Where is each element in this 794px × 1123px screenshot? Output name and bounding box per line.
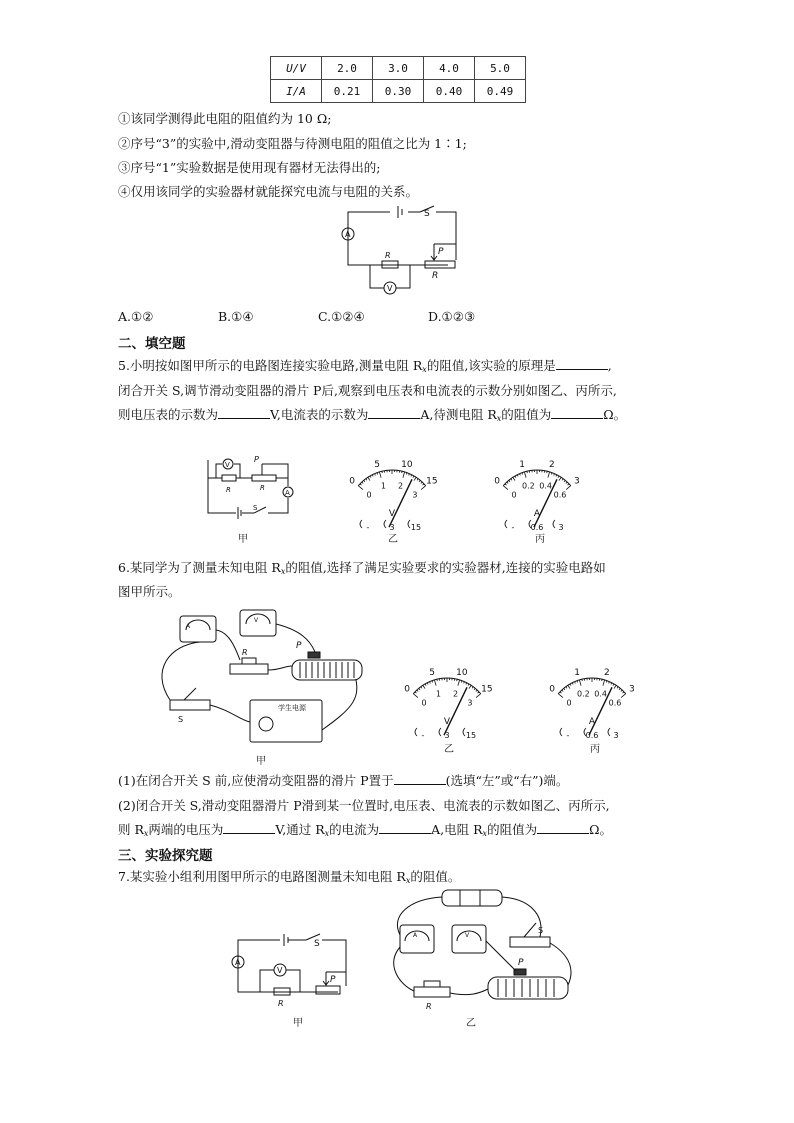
dial-tick	[566, 687, 567, 689]
dial-outer-label: 5	[429, 668, 435, 679]
option-d: D.①②③	[428, 309, 476, 324]
terminal-label: 0.6	[530, 523, 544, 532]
option-b: B.①④	[218, 309, 254, 324]
dial-tick	[511, 479, 512, 481]
terminal-wire	[439, 728, 441, 736]
svg-text:A: A	[186, 623, 191, 630]
dial-tick	[375, 474, 376, 476]
dial-tick	[368, 477, 370, 480]
answer-blank[interactable]	[379, 821, 431, 834]
dial-tick	[554, 474, 555, 476]
terminal-wire	[415, 728, 417, 736]
dial-tick	[468, 684, 469, 686]
dial-tick	[413, 694, 418, 698]
table-cell: 0.21	[322, 80, 373, 103]
svg-text:S: S	[253, 504, 258, 512]
svg-text:A: A	[235, 958, 241, 967]
table-cell: U/V	[271, 57, 322, 80]
ammeter-dial	[475, 452, 600, 532]
dial-inner-label: 0	[511, 490, 517, 500]
dial-tick	[564, 480, 565, 482]
option-a: A.①②	[118, 309, 154, 324]
terminal-wire	[384, 520, 386, 528]
rx-label: R	[385, 251, 391, 260]
terminal-label: -	[366, 523, 370, 532]
table-cell: 5.0	[475, 57, 526, 80]
svg-text:V: V	[254, 617, 259, 624]
dial-inner-label: 0	[566, 698, 572, 708]
svg-text:R: R	[260, 484, 265, 492]
dial-tick	[606, 681, 607, 683]
dial-inner-label: 0.2	[522, 481, 535, 491]
dial-outer-label: 2	[604, 668, 610, 679]
svg-text:R: R	[278, 999, 284, 1008]
svg-text:P: P	[296, 641, 302, 651]
dial-tick	[603, 680, 605, 686]
statement-3: ③序号“1”实验数据是使用现有器材无法得出的;	[118, 160, 381, 175]
terminal-label: 15	[410, 523, 422, 532]
svg-text:V: V	[465, 932, 470, 939]
terminal-wire	[505, 520, 507, 528]
dial-tick	[476, 690, 477, 691]
dial-tick	[520, 474, 521, 476]
caption-jia-q7: 甲	[293, 1018, 303, 1029]
dial-inner-label: 2	[398, 481, 404, 491]
svg-text:A: A	[413, 932, 418, 939]
dial-outer-label: 2	[549, 460, 555, 471]
dial-tick	[560, 692, 561, 693]
dial-tick	[617, 687, 618, 689]
dial-tick	[570, 684, 571, 686]
answer-blank[interactable]	[394, 772, 446, 785]
dial-tick	[413, 476, 414, 478]
terminal-label: 0.6	[585, 731, 599, 740]
svg-text:P: P	[254, 455, 259, 464]
dial-tick	[623, 692, 624, 693]
dial-tick	[458, 680, 460, 686]
answer-blank[interactable]	[218, 406, 270, 419]
dial-tick	[372, 475, 373, 477]
dial-tick	[419, 480, 420, 482]
dial-tick	[575, 682, 576, 684]
physical-circuit-q6	[150, 600, 370, 765]
answer-blank[interactable]	[556, 357, 608, 370]
dial-tick	[614, 685, 616, 688]
dial-tick	[558, 476, 559, 478]
dial-tick	[358, 486, 363, 490]
svg-text:S: S	[178, 715, 184, 724]
q6-line-2: 图甲所示。	[118, 584, 181, 599]
svg-text:V: V	[225, 461, 230, 469]
dial-tick	[411, 475, 412, 477]
dial-tick	[478, 692, 479, 693]
q6-line-1: 6.某同学为了测量未知电阻 $R_x$的阻值,选择了满足实验要求的实验器材,连接的实验电路如	[118, 560, 606, 576]
dial-tick	[517, 475, 518, 477]
dial-outer-label: 10	[401, 460, 413, 471]
caption-jia-q6: 甲	[256, 756, 266, 767]
dial-tick	[579, 680, 581, 686]
dial-outer-label: 0	[549, 684, 556, 695]
dial-tick	[469, 685, 471, 688]
dial-outer-label: 1	[574, 668, 580, 679]
svg-text:R: R	[426, 1002, 432, 1011]
dial-tick	[403, 472, 405, 478]
table-cell: 0.30	[373, 80, 424, 103]
option-c: C.①②④	[318, 309, 365, 324]
svg-text:P: P	[518, 958, 524, 968]
voltmeter-dial-q6	[385, 660, 510, 740]
dial-inner-label: 3	[467, 698, 473, 708]
dial-tick	[619, 688, 620, 690]
terminal-label: 3	[558, 523, 564, 532]
dial-tick	[568, 685, 570, 688]
terminal-label: 15	[465, 731, 477, 740]
dial-tick	[466, 683, 467, 685]
rheostat-label: R	[432, 271, 439, 281]
dial-inner-label: 1	[435, 689, 441, 699]
dial-tick	[421, 687, 422, 689]
dial-tick	[379, 472, 381, 478]
caption-bing-q6: 丙	[590, 744, 600, 755]
power-supply-label: 学生电源	[278, 704, 306, 712]
dial-tick	[611, 683, 612, 685]
table-cell: 0.40	[424, 80, 475, 103]
terminal-wire	[608, 728, 610, 736]
caption-jia: 甲	[238, 534, 248, 545]
statement-4: ④仅用该同学的实验器材就能探究电流与电阻的关系。	[118, 184, 419, 199]
dial-inner-label: 0.4	[539, 481, 552, 491]
svg-text:P: P	[330, 975, 336, 985]
svg-text:S: S	[538, 926, 544, 935]
dial-tick	[423, 484, 424, 485]
q6-part-2: (2)闭合开关 S,滑动变阻器滑片 P滑到某一位置时,电压表、电流表的示数如图乙、丙所示,	[118, 798, 610, 813]
svg-text:V: V	[277, 966, 283, 975]
svg-text:R: R	[242, 648, 248, 657]
caption-yi: 乙	[388, 534, 398, 545]
dial-tick	[476, 694, 481, 698]
dial-tick	[377, 473, 378, 475]
terminal-label: 3	[613, 731, 619, 740]
terminal-label: -	[421, 731, 425, 740]
dial-tick	[513, 477, 515, 480]
dial-inner-label: 0.2	[577, 689, 590, 699]
dial-tick	[568, 484, 569, 485]
dial-tick	[564, 688, 565, 690]
dial-tick	[419, 688, 420, 690]
dial-outer-label: 10	[456, 668, 468, 679]
dial-tick	[366, 479, 367, 481]
dial-tick	[415, 692, 416, 693]
dial-outer-label: 15	[426, 476, 438, 487]
terminal-label: 3	[389, 523, 395, 532]
q5-line-2: 闭合开关 S,调节滑动变阻器的滑片 P后,观察到电压表和电流表的示数分别如图乙、丙所示,	[118, 383, 617, 398]
terminal-wire	[360, 520, 362, 528]
q5-line-1: 5.小明按如图甲所示的电路图连接实验电路,测量电阻 $R_x$的阻值,该实验的原理是 ,	[118, 358, 612, 374]
statement-2: ②序号“3”的实验中,滑动变阻器与待测电阻的阻值之比为 1∶1;	[118, 136, 467, 151]
dial-tick	[461, 681, 462, 683]
dial-tick	[434, 680, 436, 686]
dial-tick	[562, 690, 563, 691]
caption-yi-q7: 乙	[466, 1018, 476, 1029]
dial-unit: V	[388, 509, 396, 519]
q7-line-1: 7.某实验小组利用图甲所示的电路图测量未知电阻 $R_x$的阻值。	[118, 869, 461, 885]
dial-tick	[421, 482, 422, 483]
q6-part-1: (1)在闭合开关 S 前,应使滑动变阻器的滑片 P置于 (选填“左”或“右”)端。	[118, 773, 569, 788]
dial-tick	[417, 479, 418, 481]
dial-unit: A	[533, 509, 541, 519]
dial-tick	[548, 472, 550, 478]
caption-yi-q6: 乙	[444, 744, 454, 755]
switch-label: S	[424, 209, 430, 219]
statement-1: ①该同学测得此电阻的阻值约为 10 Ω;	[118, 111, 332, 126]
terminal-wire	[408, 520, 410, 528]
section-heading-fill: 二、填空题	[118, 336, 186, 352]
terminal-wire	[553, 520, 555, 528]
dial-tick	[566, 482, 567, 483]
terminal-label: -	[566, 731, 570, 740]
dial-tick	[509, 480, 510, 482]
dial-tick	[370, 476, 371, 478]
dial-inner-label: 0	[421, 698, 427, 708]
circuit-diagram-q7	[220, 930, 360, 1015]
data-table	[270, 56, 526, 103]
dial-outer-label: 0	[494, 476, 501, 487]
dial-tick	[522, 473, 523, 475]
table-row	[271, 57, 526, 80]
dial-inner-label: 0.6	[553, 490, 567, 500]
voltmeter-dial	[330, 452, 455, 532]
table-cell: 0.49	[475, 80, 526, 103]
dial-tick	[556, 475, 557, 477]
dial-tick	[524, 472, 526, 478]
dial-tick	[559, 477, 561, 480]
dial-tick	[464, 682, 465, 684]
dial-unit: A	[588, 717, 596, 727]
terminal-label: 3	[444, 731, 450, 740]
dial-inner-label: 1	[380, 481, 386, 491]
section-heading-experiment: 三、实验探究题	[118, 848, 213, 864]
table-row	[271, 80, 526, 103]
table-cell: 3.0	[373, 57, 424, 80]
dial-inner-label: 3	[412, 490, 418, 500]
dial-inner-label: 0.6	[608, 698, 622, 708]
dial-outer-label: 3	[628, 684, 635, 695]
dial-tick	[621, 690, 622, 691]
dial-tick	[503, 486, 508, 490]
dial-tick	[417, 690, 418, 691]
table-cell: 4.0	[424, 57, 475, 80]
dial-unit: V	[443, 717, 451, 727]
dial-tick	[423, 685, 425, 688]
dial-tick	[577, 681, 578, 683]
terminal-wire	[560, 728, 562, 736]
dial-tick	[474, 688, 475, 690]
dial-tick	[427, 683, 428, 685]
table-cell: 2.0	[322, 57, 373, 80]
caption-bing: 丙	[535, 534, 545, 545]
voltmeter-label: V	[387, 284, 393, 293]
terminal-wire	[463, 728, 465, 736]
dial-tick	[621, 694, 626, 698]
dial-outer-label: 15	[481, 684, 493, 695]
dial-outer-label: 0	[404, 684, 411, 695]
dial-tick	[505, 484, 506, 485]
dial-inner-label: 0	[366, 490, 372, 500]
table-cell: I/A	[271, 80, 322, 103]
svg-text:S: S	[314, 939, 320, 949]
dial-tick	[472, 687, 473, 689]
svg-text:A: A	[285, 489, 290, 497]
dial-tick	[572, 683, 573, 685]
answer-blank[interactable]	[551, 406, 603, 419]
answer-blank[interactable]	[537, 821, 589, 834]
dial-tick	[432, 681, 433, 683]
ammeter-label: A	[345, 230, 351, 239]
svg-text:R: R	[226, 486, 231, 494]
dial-tick	[515, 476, 516, 478]
dial-tick	[562, 479, 563, 481]
dial-tick	[406, 473, 407, 475]
dial-outer-label: 3	[573, 476, 580, 487]
dial-tick	[425, 684, 426, 686]
dial-inner-label: 0.4	[594, 689, 607, 699]
dial-tick	[421, 486, 426, 490]
q5-line-3: 则电压表的示数为 V,电流表的示数为 A,待测电阻 $R_x$的阻值为 Ω。	[118, 407, 627, 423]
dial-outer-label: 5	[374, 460, 380, 471]
answer-blank[interactable]	[368, 406, 420, 419]
dial-tick	[613, 684, 614, 686]
dial-tick	[430, 682, 431, 684]
q6-part-3: 则 $R_x$两端的电压为 V,通过 $R_x$的电流为 A,电阻 $R_x$的阻值为 Ω。	[118, 822, 612, 838]
dial-tick	[609, 682, 610, 684]
circuit-diagram-q4	[330, 200, 470, 300]
dial-tick	[360, 484, 361, 485]
physical-circuit-q7	[380, 885, 580, 1020]
dial-outer-label: 1	[519, 460, 525, 471]
dial-tick	[507, 482, 508, 483]
dial-tick	[414, 477, 416, 480]
dial-tick	[566, 486, 571, 490]
terminal-label: -	[511, 523, 515, 532]
circuit-diagram-q5	[200, 450, 310, 525]
dial-tick	[558, 694, 563, 698]
dial-outer-label: 0	[349, 476, 356, 487]
dial-tick	[364, 480, 365, 482]
dial-tick	[362, 482, 363, 483]
ammeter-dial-q6	[530, 660, 655, 740]
dial-inner-label: 2	[453, 689, 459, 699]
dial-tick	[551, 473, 552, 475]
dial-tick	[409, 474, 410, 476]
slider-label: P	[438, 247, 444, 257]
answer-blank[interactable]	[223, 821, 275, 834]
